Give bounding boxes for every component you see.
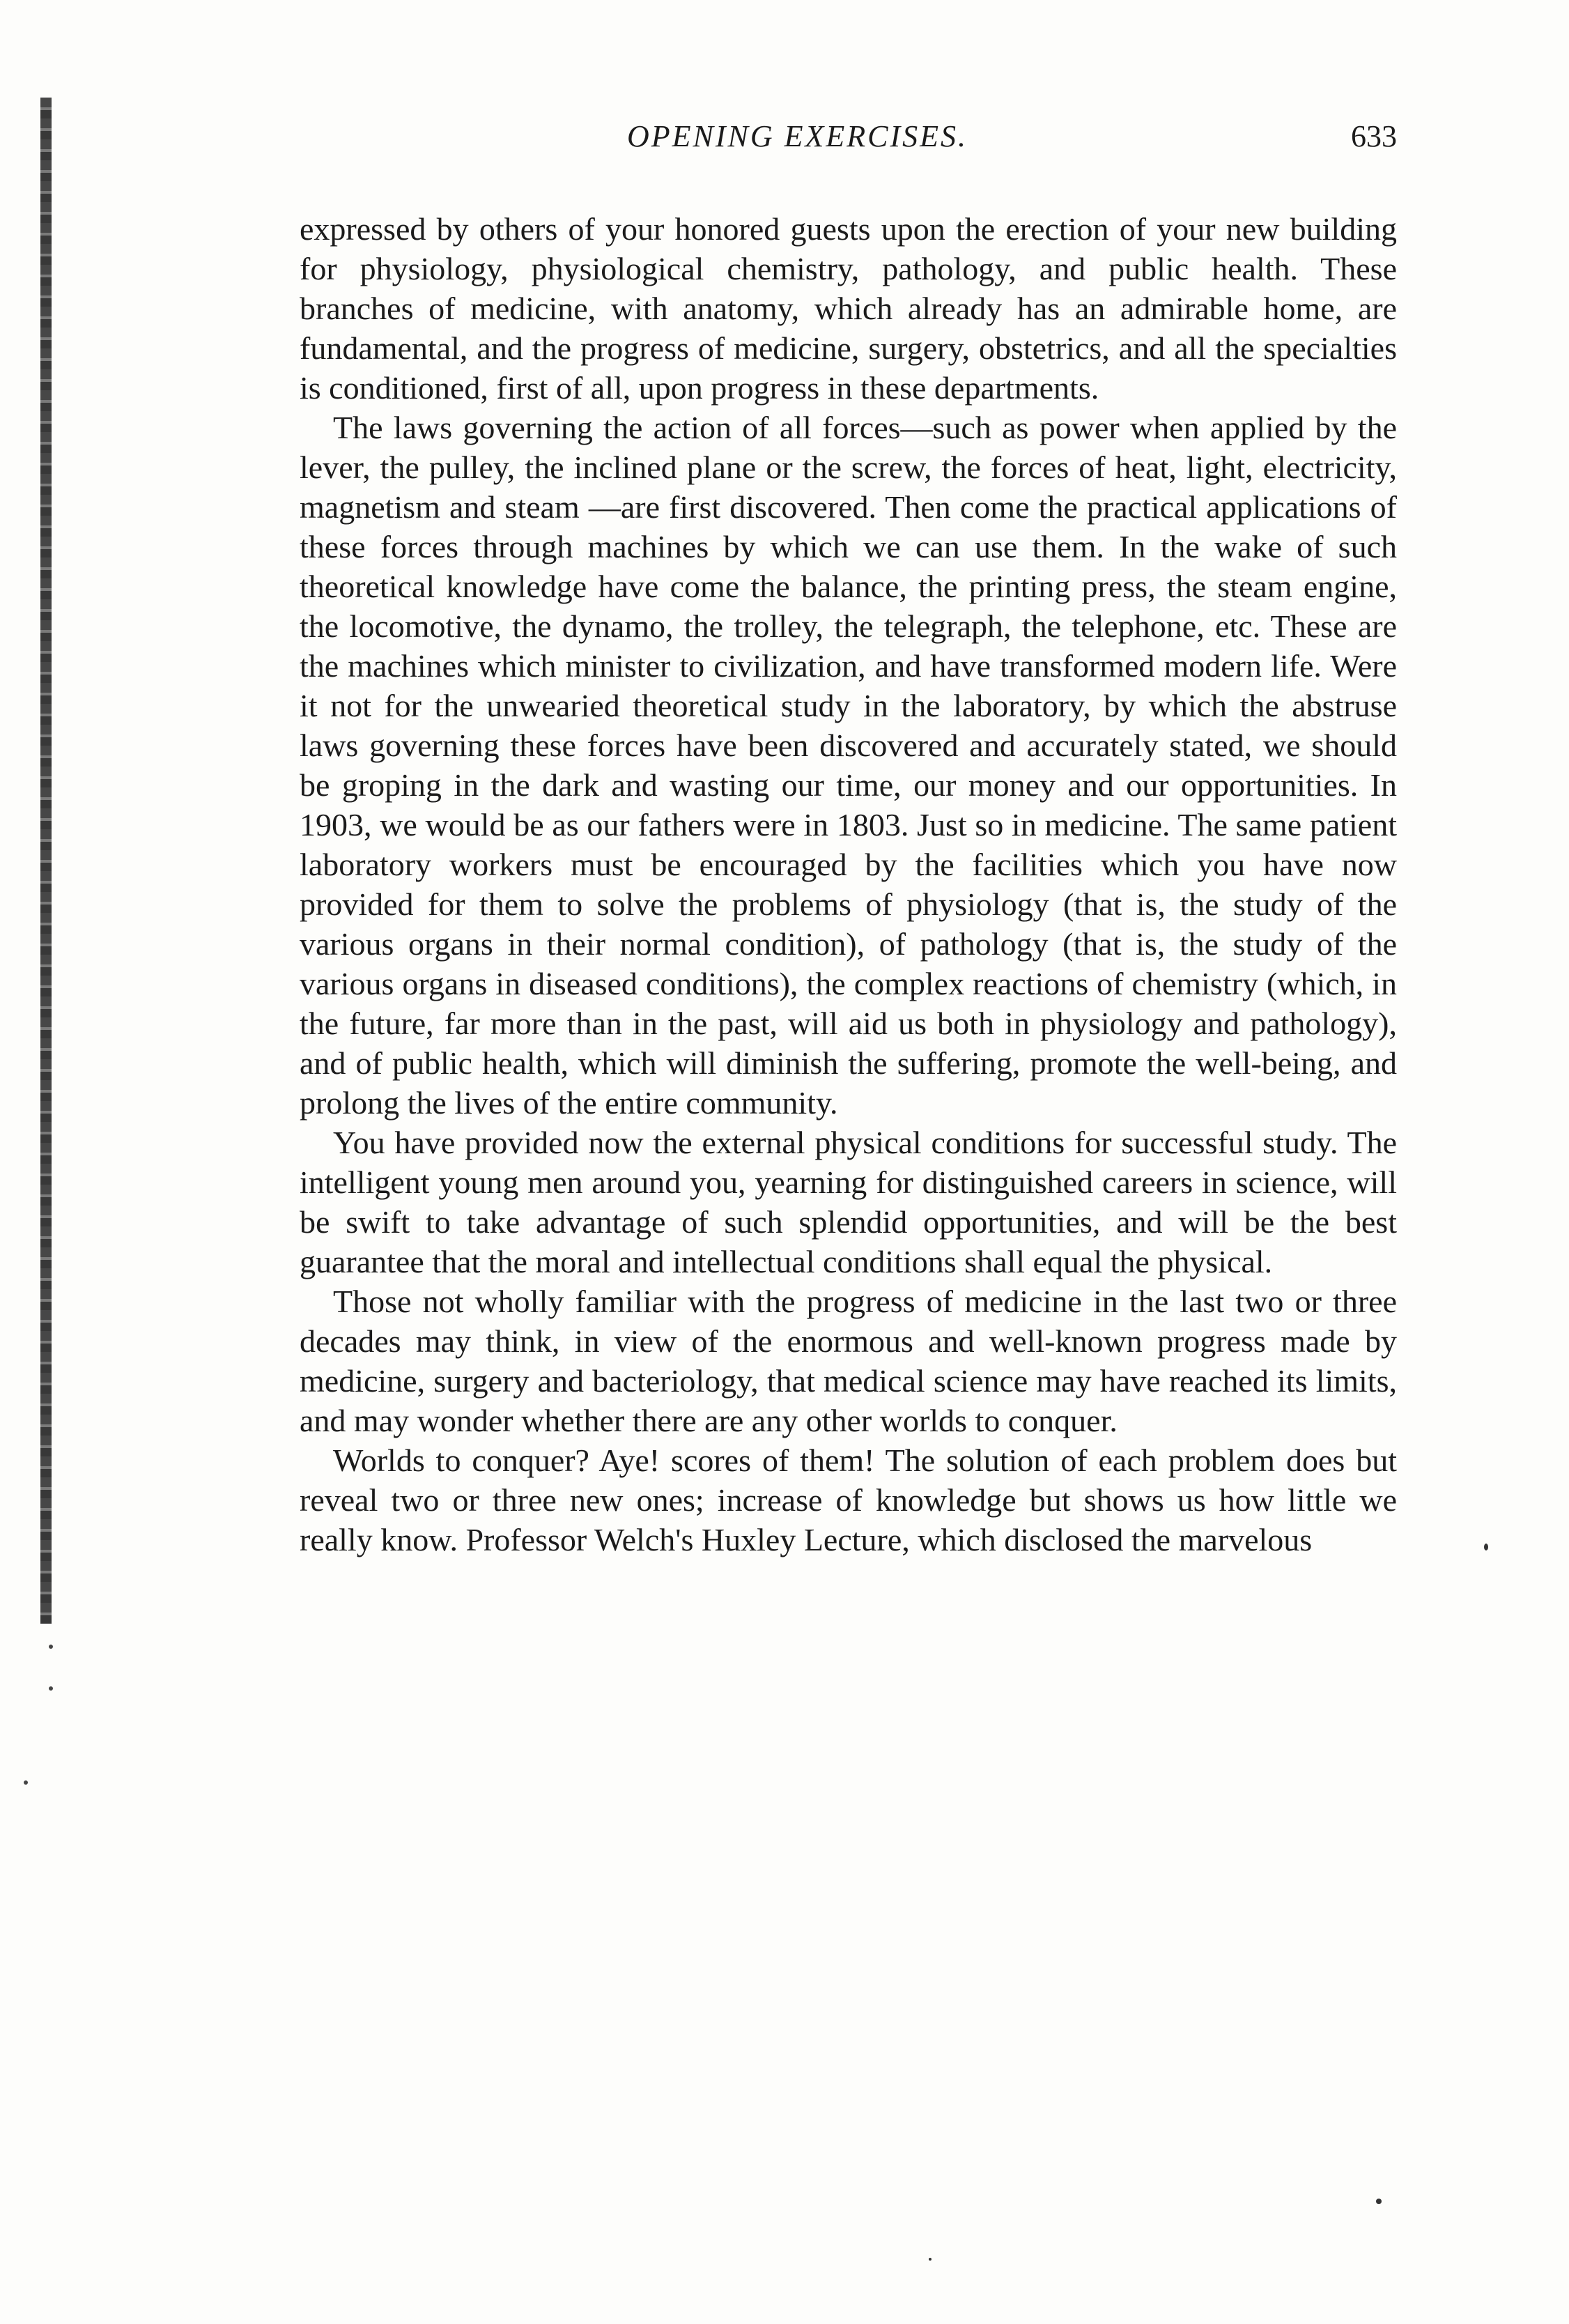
margin-speck	[49, 1645, 53, 1649]
paragraph-worlds-to-conquer: Worlds to conquer? Aye! scores of them! The solution of each problem does but reveal two or three new ones; increase of knowledge but shows us how little we really know. Professor Welch's Huxley Lecture, which disclosed the marvelous	[300, 1442, 1397, 1557]
paragraph-continued: expressed by others of your honored guests upon the erection of your new building for physiology, physiological chemistry, pathology, and public health. These branches of medicine, with anatomy, which already has an admirable home, are fundamental, and the progress of medicine, surgery, obstetrics, and all the specialties is conditioned, first of all, upon progress in these departments.	[300, 211, 1397, 406]
margin-speck	[1376, 2199, 1382, 2204]
paragraph-progress-of-medicine: Those not wholly familiar with the progress of medicine in the last two or three decades may think, in view of the enormous and well-known progress made by medicine, surgery and bacteriology, that medical science may have reached its limits, and may wonder whether there are any other worlds to conquer.	[300, 1284, 1397, 1438]
margin-speck	[24, 1780, 28, 1785]
margin-speck	[49, 1686, 53, 1691]
margin-speck	[1484, 1544, 1488, 1550]
running-head-title: OPENING EXERCISES.	[627, 119, 968, 153]
body-text	[300, 209, 1397, 1560]
binding-edge-shadow	[40, 98, 52, 1624]
running-head	[300, 118, 1397, 160]
page-number: 633	[1351, 119, 1397, 153]
margin-speck	[929, 2258, 932, 2261]
paragraph-laws-of-forces: The laws governing the action of all forces—such as power when applied by the lever, the pulley, the inclined plane or the screw, the forces of heat, light, electricity, magnetism and steam —are first discovered. Then come the practical applications of these forces through machines by which we can use them. In the wake of such theoretical knowledge have come the balance, the printing press, the steam engine, the locomotive, the dynamo, the trolley, the telegraph, the telephone, etc. These are the machines which minister to civilization, and have transformed modern life. Were it not for the unwearied theoretical study in the laboratory, by which the abstruse laws governing these forces have been discovered and accurately stated, we should be groping in the dark and wasting our time, our money and our opportunities. In 1903, we would be as our fathers were in 1803. Just so in medicine. The same patient laboratory workers must be encouraged by the facilities which you have now provided for them to solve the problems of physiology (that is, the study of the various organs in their normal condition), of pathology (that is, the study of the various organs in diseased conditions), the complex reactions of chemistry (which, in the future, far more than in the past, will aid us both in physiology and pathology), and of public health, which will diminish the suffering, promote the well-being, and prolong the lives of the entire community.	[300, 410, 1397, 1121]
paragraph-physical-conditions: You have provided now the external physical conditions for successful study. The intelligent young men around you, yearning for distinguished careers in science, will be swift to take advantage of such splendid opportunities, and will be the best guarantee that the moral and intellectual conditions shall equal the physical.	[300, 1125, 1397, 1279]
